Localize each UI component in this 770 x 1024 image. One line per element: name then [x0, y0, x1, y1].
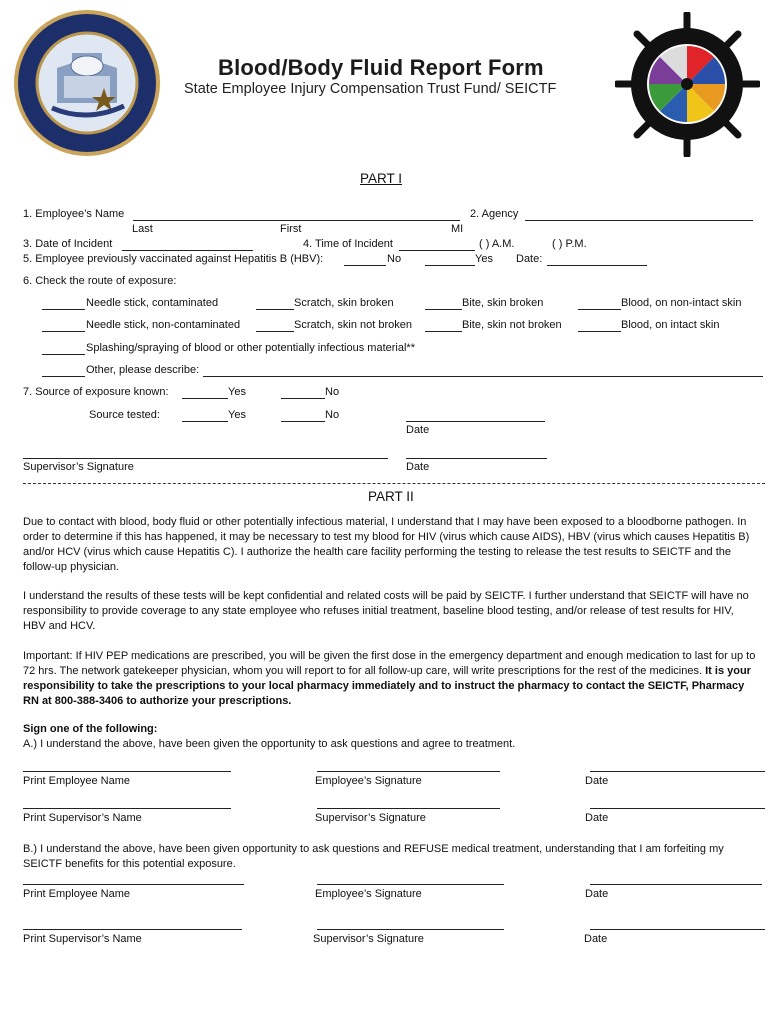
- am-checkbox[interactable]: ( ) A.M.: [479, 238, 515, 250]
- route-other-field[interactable]: [42, 376, 85, 377]
- important-paragraph: [23, 649, 758, 709]
- route-needle-contaminated: Needle stick, contaminated: [86, 297, 219, 309]
- a-print-employee-label: Print Employee Name: [23, 775, 130, 787]
- important-text: Important: If HIV PEP medications are prescribed, you will be given the first dose in the emergency department and enough medication to last for up to 72 hrs. The network gatekeeper physician, whom you will report to for all follow-up care, will write prescriptions for the rest of the medicines.: [23, 650, 756, 677]
- date-incident-label: 3. Date of Incident: [23, 238, 113, 250]
- ships-wheel-icon: [615, 12, 760, 157]
- route-bite-notbroken: Bite, skin not broken: [462, 319, 562, 331]
- option-a-text: A.) I understand the above, have been given the opportunity to ask questions and agree to treatment.: [23, 738, 516, 750]
- a-employee-signature-field[interactable]: [317, 771, 500, 772]
- route-blood-intact: Blood, on intact skin: [621, 319, 720, 331]
- route-scratch-broken-field[interactable]: [256, 309, 294, 310]
- route-splashing-field[interactable]: [42, 354, 85, 355]
- agency-label: 2. Agency: [470, 208, 519, 220]
- a-supervisor-date-field[interactable]: [590, 808, 765, 809]
- a-supervisor-signature-field[interactable]: [317, 808, 500, 809]
- route-bite-broken-field[interactable]: [425, 309, 462, 310]
- left-seal: [12, 8, 162, 158]
- hbv-label: 5. Employee previously vaccinated against Hepatitis B (HBV):: [23, 253, 324, 265]
- source-known-yes-field[interactable]: [182, 398, 228, 399]
- b-employee-date-field[interactable]: [590, 884, 762, 885]
- route-needle-contaminated-field[interactable]: [42, 309, 85, 310]
- route-bite-broken: Bite, skin broken: [462, 297, 544, 309]
- a-employee-date-field[interactable]: [590, 771, 765, 772]
- hbv-date-field[interactable]: [547, 265, 647, 266]
- b-print-supervisor-label: Print Supervisor’s Name: [23, 933, 142, 945]
- mi-sublabel: MI: [451, 223, 464, 235]
- pm-checkbox[interactable]: ( ) P.M.: [552, 238, 587, 250]
- option-b-text: B.) I understand the above, have been given opportunity to ask questions and REFUSE medical treatment, understanding that I am forfeiting my SEICTF benefits for this potential exposure.: [23, 843, 724, 870]
- employee-name-field[interactable]: [133, 220, 460, 221]
- first-sublabel: First: [280, 223, 302, 235]
- a-supervisor-date-label: Date: [585, 812, 609, 824]
- source-known-no-label: No: [325, 386, 340, 398]
- route-other: Other, please describe:: [86, 364, 200, 376]
- b-employee-signature-label: Employee’s Signature: [315, 888, 422, 900]
- route-scratch-notbroken-field[interactable]: [256, 331, 294, 332]
- source-tested-date-field[interactable]: [406, 421, 545, 422]
- b-print-employee-field[interactable]: [23, 884, 244, 885]
- right-seal: [615, 12, 760, 157]
- important-bold-text: It is your responsibility to take the prescriptions to your local pharmacy immediately and to instruct the pharmacy to contact the SEICTF, Pharmacy RN at 800-388-3406 to authorize your prescriptions.: [23, 665, 751, 707]
- supervisor-signature-field[interactable]: [23, 458, 388, 459]
- employee-name-label: 1. Employee’s Name: [23, 208, 125, 220]
- a-print-employee-field[interactable]: [23, 771, 231, 772]
- route-needle-noncontaminated-field[interactable]: [42, 331, 85, 332]
- hbv-no-field[interactable]: [344, 265, 386, 266]
- route-blood-nonintact: Blood, on non-intact skin: [621, 297, 742, 309]
- route-label: 6. Check the route of exposure:: [23, 275, 177, 287]
- route-bite-notbroken-field[interactable]: [425, 331, 462, 332]
- source-tested-no-label: No: [325, 409, 340, 421]
- hbv-no-label: No: [387, 253, 402, 265]
- b-employee-signature-field[interactable]: [317, 884, 504, 885]
- source-tested-label: Source tested:: [89, 409, 160, 421]
- hbv-yes-label: Yes: [475, 253, 493, 265]
- route-splashing: Splashing/spraying of blood or other potentially infectious material**: [86, 342, 415, 354]
- seal-icon: [12, 8, 162, 158]
- route-blood-nonintact-field[interactable]: [578, 309, 621, 310]
- source-tested-date-label: Date: [406, 424, 430, 436]
- hbv-date-label: Date:: [516, 253, 543, 265]
- b-supervisor-date-label: Date: [584, 933, 608, 945]
- b-supervisor-date-field[interactable]: [590, 929, 765, 930]
- a-employee-signature-label: Employee’s Signature: [315, 775, 422, 787]
- consent-paragraph-1: Due to contact with blood, body fluid or other potentially infectious material, I understand that I may have been exposed to a bloodborne pathogen. In order to determine if this has happened, it may be necessary to test my blood for HIV (virus which cause AIDS), HBV (virus which causes Hepatitis B) and/or HCV (virus which cause Hepatitis C). I authorize the health care facility performing the testing to release the test results to SEICTF and the follow-up physician.: [23, 516, 750, 573]
- route-needle-noncontaminated: Needle stick, non-contaminated: [86, 319, 241, 331]
- supervisor-signature-label: Supervisor’s Signature: [23, 461, 134, 473]
- a-print-supervisor-field[interactable]: [23, 808, 231, 809]
- agency-field[interactable]: [525, 220, 753, 221]
- hbv-yes-field[interactable]: [425, 265, 475, 266]
- supervisor-date-field[interactable]: [406, 458, 547, 459]
- a-supervisor-signature-label: Supervisor’s Signature: [315, 812, 426, 824]
- a-employee-date-label: Date: [585, 775, 609, 787]
- b-print-employee-label: Print Employee Name: [23, 888, 130, 900]
- source-tested-yes-field[interactable]: [182, 421, 228, 422]
- a-print-supervisor-label: Print Supervisor’s Name: [23, 812, 142, 824]
- time-incident-field[interactable]: [399, 250, 475, 251]
- source-tested-yes-label: Yes: [228, 409, 246, 421]
- source-known-no-field[interactable]: [281, 398, 325, 399]
- source-tested-no-field[interactable]: [281, 421, 325, 422]
- time-incident-label: 4. Time of Incident: [303, 238, 393, 250]
- b-supervisor-signature-field[interactable]: [317, 929, 504, 930]
- route-scratch-notbroken: Scratch, skin not broken: [294, 319, 413, 331]
- source-known-label: 7. Source of exposure known:: [23, 386, 169, 398]
- date-incident-field[interactable]: [122, 250, 253, 251]
- source-known-yes-label: Yes: [228, 386, 246, 398]
- last-sublabel: Last: [132, 223, 153, 235]
- form-title: Blood/Body Fluid Report Form: [218, 55, 544, 80]
- route-blood-intact-field[interactable]: [578, 331, 621, 332]
- b-supervisor-signature-label: Supervisor’s Signature: [313, 933, 424, 945]
- section-divider: [23, 483, 765, 484]
- consent-paragraph-2: I understand the results of these tests will be kept confidential and related costs will be paid by SEICTF. I further understand that SEICTF will have no responsibility to provide coverage to any state employee who refuses initial treatment, baseline blood testing, and/or release of test results for HIV, HBV and HCV.: [23, 590, 749, 632]
- route-scratch-broken: Scratch, skin broken: [294, 297, 394, 309]
- route-other-description-field[interactable]: [203, 376, 763, 377]
- supervisor-date-label: Date: [406, 461, 430, 473]
- sign-heading: Sign one of the following:: [23, 723, 158, 735]
- part2-heading: PART II: [368, 489, 414, 504]
- b-print-supervisor-field[interactable]: [23, 929, 242, 930]
- part1-heading: PART I: [360, 171, 403, 186]
- form-subtitle: State Employee Injury Compensation Trust Fund/ SEICTF: [184, 81, 557, 97]
- b-employee-date-label: Date: [585, 888, 609, 900]
